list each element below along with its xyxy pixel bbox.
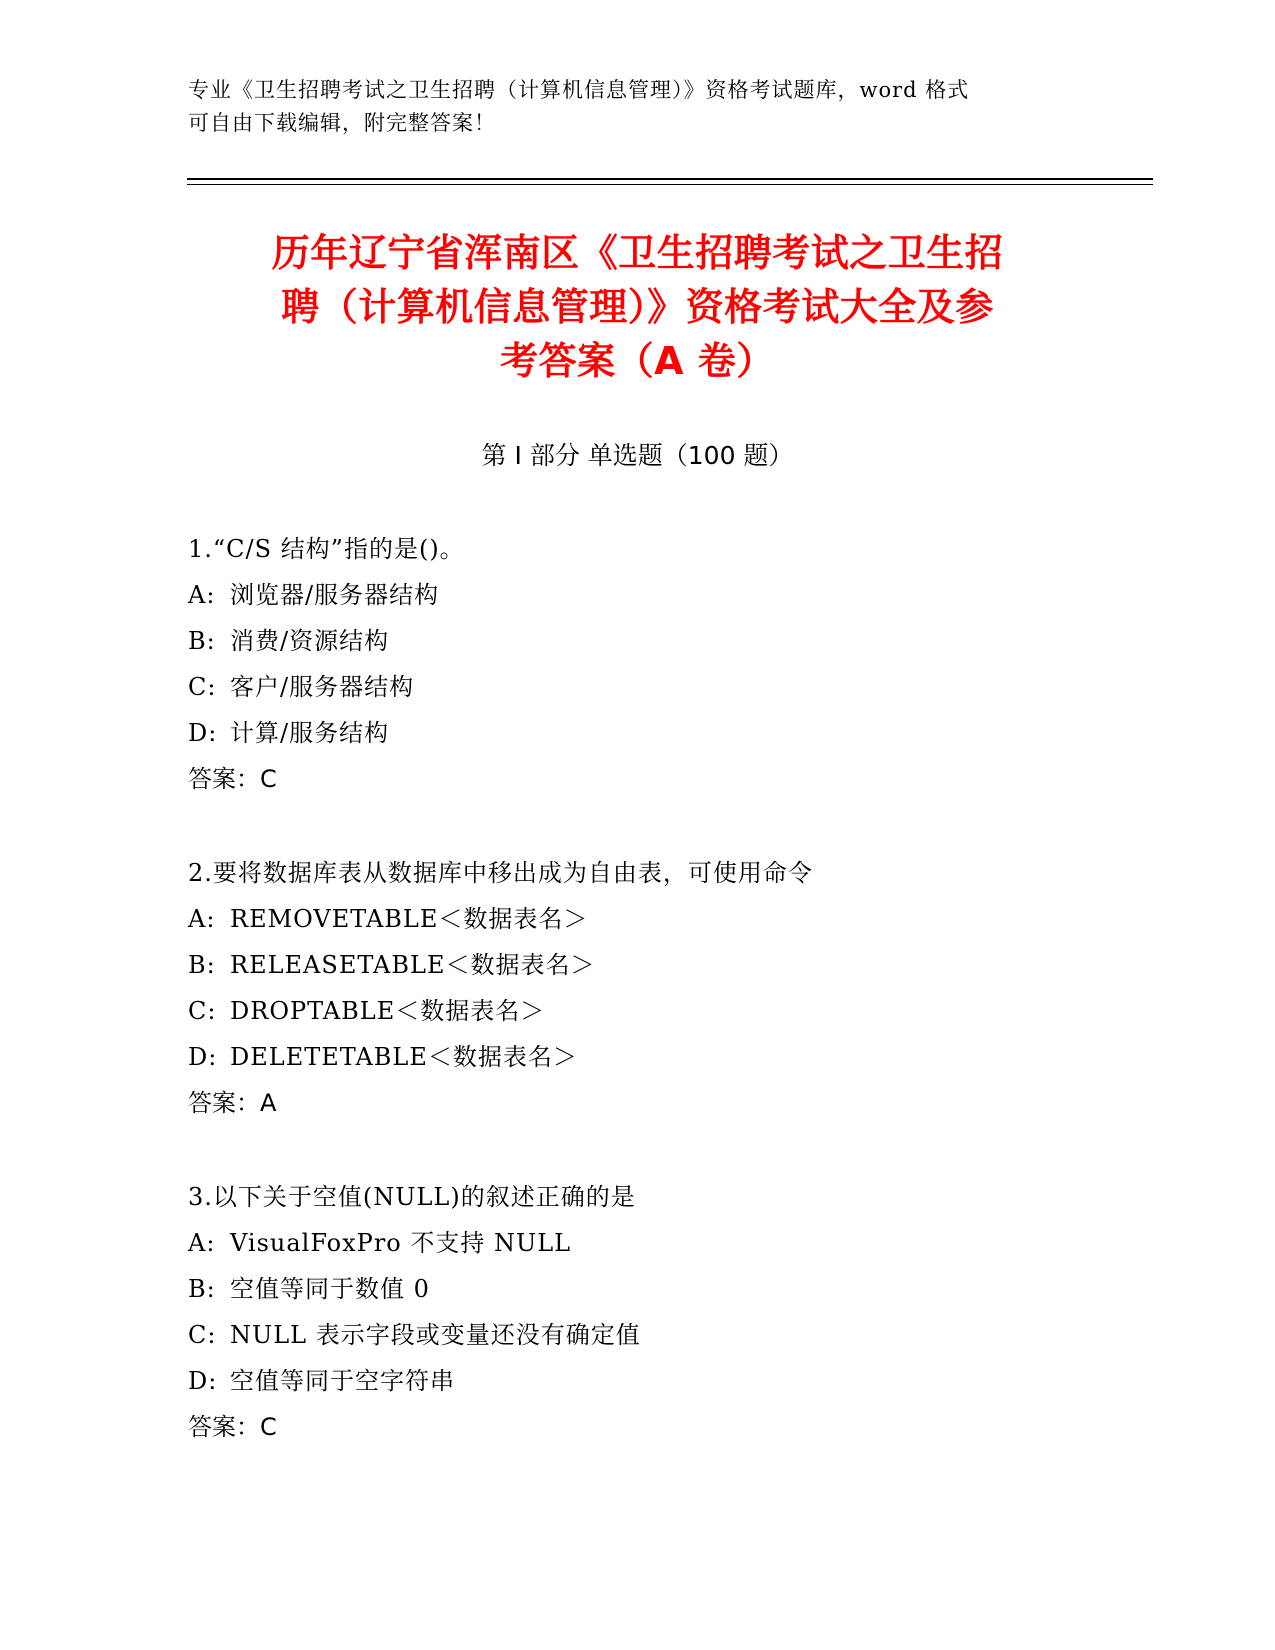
option-letter: D: [188, 1043, 218, 1071]
option-b [188, 1266, 1108, 1312]
document-title-line-3: 考答案（A 卷） [500, 339, 775, 383]
document-title [190, 226, 1085, 388]
option-a [188, 896, 1108, 942]
option-letter: B: [188, 1275, 216, 1303]
option-text: VisualFoxPro 不支持 NULL [230, 1229, 572, 1257]
header-divider-thick [187, 178, 1153, 180]
option-a [188, 1220, 1108, 1266]
header-note-line-2: 可自由下载编辑，附完整答案！ [188, 111, 496, 135]
answer-line: 答案：C [188, 765, 277, 793]
answer-line: 答案：C [188, 1413, 277, 1441]
option-d [188, 1034, 1108, 1080]
option-text: DELETETABLE＜数据表名＞ [230, 1043, 578, 1071]
option-letter: C: [188, 1321, 217, 1349]
option-b [188, 942, 1108, 988]
option-letter: A: [188, 905, 216, 933]
option-b [188, 618, 1108, 664]
option-letter: D: [188, 719, 218, 747]
option-d [188, 710, 1108, 756]
option-letter: B: [188, 627, 216, 655]
section-heading: 第 I 部分 单选题（100 题） [481, 441, 794, 470]
question-stem: 1.“C/S 结构”指的是()。 [188, 535, 465, 563]
option-letter: A: [188, 1229, 216, 1257]
option-c [188, 1312, 1108, 1358]
option-letter: D: [188, 1367, 218, 1395]
option-text: NULL 表示字段或变量还没有确定值 [230, 1321, 641, 1349]
option-text: 客户/服务器结构 [230, 673, 415, 701]
header-note-line-1: 专业《卫生招聘考试之卫生招聘（计算机信息管理）》资格考试题库，word 格式 [188, 78, 970, 102]
option-d [188, 1358, 1108, 1404]
option-text: 浏览器/服务器结构 [230, 581, 440, 609]
option-c [188, 988, 1108, 1034]
question-item [188, 850, 1108, 1126]
option-c [188, 664, 1108, 710]
header-note [188, 74, 1088, 140]
option-text: 空值等同于数值 0 [230, 1275, 430, 1303]
question-stem: 2.要将数据库表从数据库中移出成为自由表，可使用命令 [188, 859, 813, 887]
question-stem: 3.以下关于空值(NULL)的叙述正确的是 [188, 1183, 636, 1211]
option-text: RELEASETABLE＜数据表名＞ [230, 951, 596, 979]
option-text: REMOVETABLE＜数据表名＞ [230, 905, 589, 933]
option-text: 空值等同于空字符串 [230, 1367, 455, 1395]
document-title-line-1: 历年辽宁省浑南区《卫生招聘考试之卫生招 [271, 231, 1004, 275]
option-letter: B: [188, 951, 216, 979]
document-title-line-2: 聘（计算机信息管理）》资格考试大全及参 [281, 285, 994, 329]
option-text: 消费/资源结构 [230, 627, 390, 655]
option-letter: C: [188, 673, 217, 701]
answer-line: 答案：A [188, 1089, 277, 1117]
option-a [188, 572, 1108, 618]
question-list [188, 526, 1108, 1498]
question-item [188, 526, 1108, 802]
option-letter: C: [188, 997, 217, 1025]
option-text: DROPTABLE＜数据表名＞ [230, 997, 546, 1025]
option-letter: A: [188, 581, 216, 609]
question-item [188, 1174, 1108, 1450]
option-text: 计算/服务结构 [230, 719, 390, 747]
header-divider-thin [187, 184, 1153, 185]
